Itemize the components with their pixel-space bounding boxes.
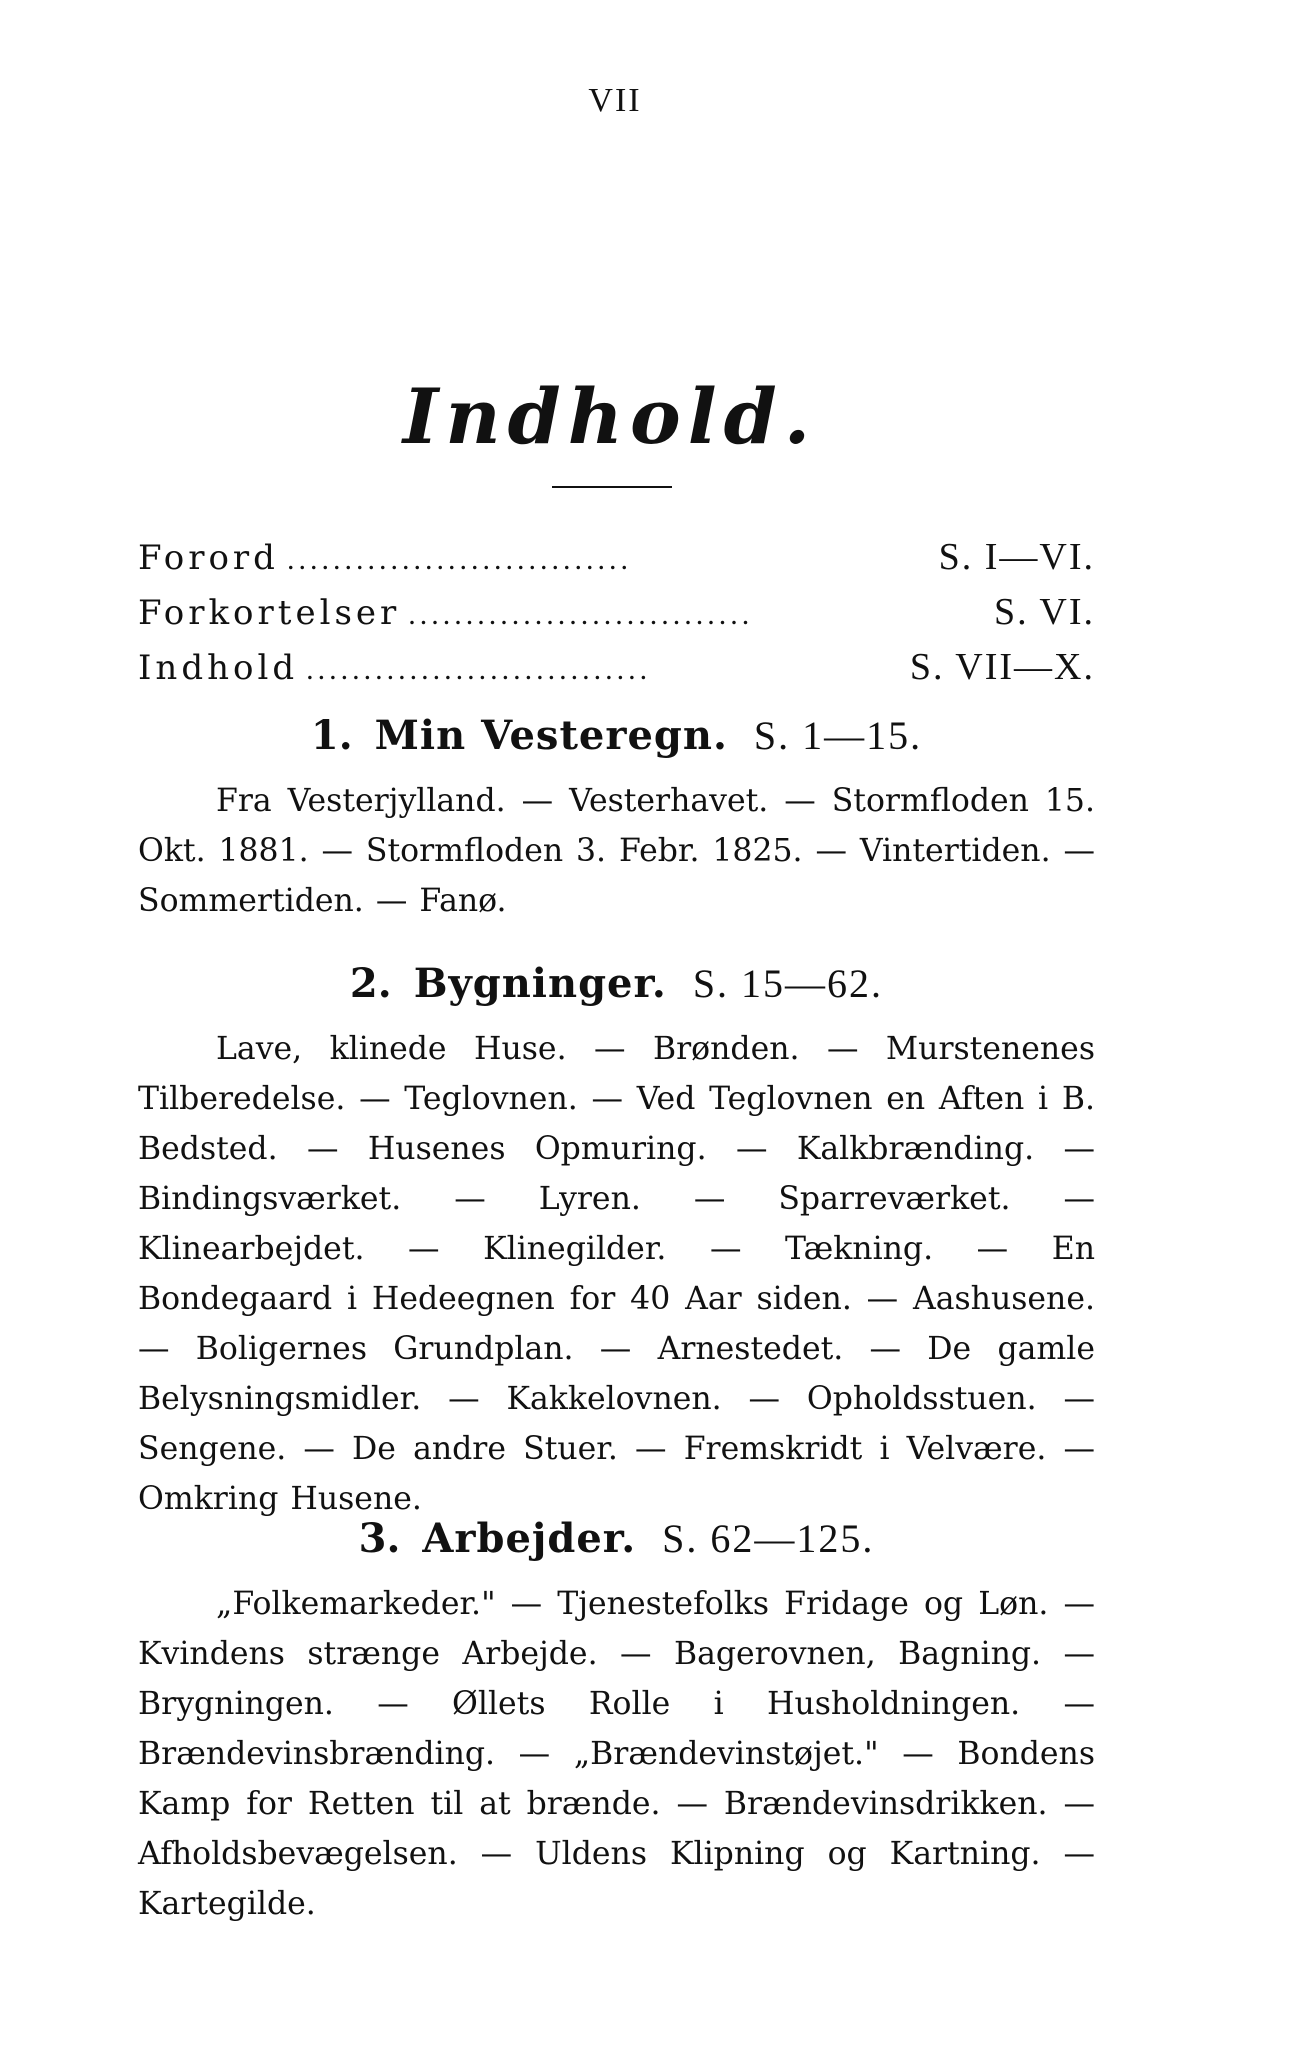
chapter-number: 3. <box>358 1515 401 1562</box>
chapter-pages: S. 62—125. <box>662 1516 875 1561</box>
toc-entry-pages: S. VII—X. <box>909 646 1095 688</box>
toc-entry-pages: S. VI. <box>993 591 1095 633</box>
page-title: Indhold. <box>402 372 818 461</box>
leader-dots: .............................. <box>408 598 754 631</box>
chapter-heading <box>138 712 1095 776</box>
chapter-number: 1. <box>310 712 353 759</box>
chapter-number: 2. <box>349 960 392 1007</box>
page-number: VII <box>588 82 642 119</box>
title-divider <box>552 486 672 488</box>
front-matter-list <box>138 535 1095 700</box>
chapter-pages: S. 1—15. <box>753 713 923 758</box>
chapter-title: Min Vesteregn. <box>374 712 728 759</box>
chapter-pages: S. 15—62. <box>692 961 884 1006</box>
chapter-contents: Lave, klinede Huse. — Brønden. — Murstenenes Tilberedelse. — Teglovnen. — Ved Teglovnen en Aften i B. Bedsted. — Husenes Opmuring. — Kalkbrænding. — Bindingsværket. — Lyren. — Sparreværket. — Klinearbejdet. — Klinegilder. — Tækning. — En Bondegaard i Hedeegnen for 40 Aar siden. — Aashusene. — Boligernes Grundplan. — Arnestedet. — De gamle Belysningsmidler. — Kakkelovnen. — Opholdsstuen. — Sengene. — De andre Stuer. — Fremskridt i Velvære. — Omkring Husene. <box>138 1031 1095 1517</box>
leader-dots: .............................. <box>286 543 632 576</box>
leader-dots: .............................. <box>306 653 652 686</box>
chapter-1 <box>138 712 1095 926</box>
toc-entry <box>138 590 1095 645</box>
toc-entry <box>138 535 1095 590</box>
toc-entry-label: Forord <box>138 538 279 578</box>
chapter-title: Arbejder. <box>422 1515 637 1562</box>
chapter-heading <box>138 960 1095 1024</box>
chapter-2 <box>138 960 1095 1524</box>
chapter-title: Bygninger. <box>413 960 667 1007</box>
chapter-heading <box>138 1515 1095 1579</box>
toc-entry-label: Indhold <box>138 648 299 688</box>
chapter-contents: „Folkemarkeder." — Tjenestefolks Fridage og Løn. — Kvindens strænge Arbejde. — Bagerovnen, Bagning. — Brygningen. — Øllets Rolle i Husholdningen. — Brændevinsbrænding. — „Brændevinstøjet." — Bondens Kamp for Retten til at brænde. — Brændevinsdrikken. — Afholdsbevægelsen. — Uldens Klipning og Kartning. — Kartegilde. <box>138 1586 1095 1922</box>
chapter-3 <box>138 1515 1095 1929</box>
toc-entry-pages: S. I—VI. <box>938 536 1095 578</box>
toc-entry-label: Forkortelser <box>138 593 401 633</box>
chapter-contents: Fra Vesterjylland. — Vesterhavet. — Stormfloden 15. Okt. 1881. — Stormfloden 3. Febr. 1825. — Vintertiden. — Sommertiden. — Fanø. <box>138 783 1095 919</box>
toc-entry <box>138 645 1095 700</box>
